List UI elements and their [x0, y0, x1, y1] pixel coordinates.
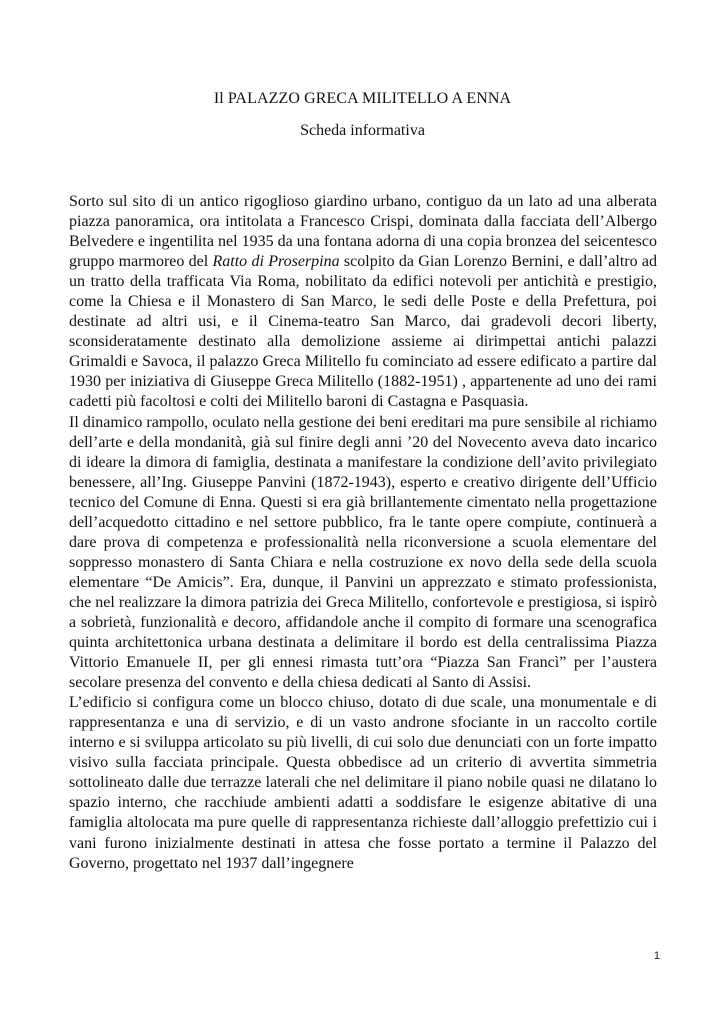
- document-title: Il PALAZZO GRECA MILITELLO A ENNA: [213, 90, 512, 107]
- paragraph-2-text: Il dinamico rampollo, oculato nella gestione dei beni ereditari ma pure sensibile al richiamo dell’arte e della mondanità, già sul finire degli anni ’20 del Novecento aveva dato incarico di ideare la dimora di famiglia, destinata a manifestare la condizione dell’avito privilegiato benessere, all’Ing. Giuseppe Panvini (1872-1943), esperto e creativo dirigente dell’Ufficio tecnico del Comune di Enna. Questi si era già brillantemente cimentato nella progettazione dell’acquedotto cittadino e nel settore pubblico, fra le tante opere compiute, continuerà a dare prova di competenza e professionalità nella riconversione a scuola elementare del soppresso monastero di Santa Chiara e nella costruzione ex novo della sede della scuola elementare “De Amicis”. Era, dunque, il Panvini un apprezzato e stimato professionista, che nel realizzare la dimora patrizia dei Greca Militello, confortevole e prestigiosa, si ispirò a sobrietà, funzionalità e decoro, affidandole anche il compito di formare una scenografica quinta architettonica urbana destinata a delimitare il bordo est della centralissima Piazza Vittorio Emanuele II, per gli ennesi rimasta tutt’ora “Piazza San Francì” per l’austera secolare presenza del convento e della chiesa dedicati al Santo di Assisi.: [69, 413, 657, 692]
- paragraph-3: [69, 693, 657, 873]
- document-subtitle: Scheda informativa: [300, 122, 425, 139]
- paragraph-1: [69, 192, 657, 413]
- paragraph-2: [69, 413, 657, 694]
- paragraph-3-text: L’edificio si configura come un blocco chiuso, dotato di due scale, una monumentale e di rappresentanza e una di servizio, e di un vasto androne sfociante in un raccolto cortile interno e si sviluppa articolato su più livelli, di cui solo due denunciati con un forte impatto visivo sulla facciata principale. Questa obbedisce ad un criterio di avvertita simmetria sottolineato dalle due terrazze laterali che nel delimitare il piano nobile quasi ne dilatano lo spazio interno, che racchiude ambienti adatti a soddisfare le esigenze abitative di una famiglia altolocata ma pure quelle di rappresentanza richieste dall’alloggio prefettizio cui i vani furono inizialmente destinati in attesa che fosse portato a termine il Palazzo del Governo, progettato nel 1937 dall’ingegnere: [69, 694, 657, 872]
- page-number: 1: [653, 950, 660, 962]
- document-body: [69, 192, 657, 874]
- paragraph-1-text-a: Sorto sul sito di un antico rigoglioso giardino urbano, contiguo da un lato ad una alberata piazza panoramica, ora intitolata a Francesco Crispi, dominata dalla facciata dell’Albergo Belvedere e ingentilita nel 1935 da una fontana adorna di una copia bronzea del seicentesco gruppo marmoreo del: [69, 193, 657, 271]
- artwork-title-italic: Ratto di Proserpina: [212, 253, 340, 271]
- paragraph-1-text-b: scolpito da Gian Lorenzo Bernini, e dall’altro ad un tratto della trafficata Via Roma, nobilitato da edifici notevoli per antichità e prestigio, come la Chiesa e il Monastero di San Marco, le sedi delle Poste e della Prefettura, poi destinate ad altri usi, e il Cinema-teatro San Marco, dai gradevoli decori liberty, sconsideratamente destinato alla demolizione assieme ai dirimpettai antichi palazzi Grimaldi e Savoca, il palazzo Greca Militello fu cominciato ad essere edificato a partire dal 1930 per iniziativa di Giuseppe Greca Militello (1882-1951) , appartenente ad uno dei rami cadetti più facoltosi e colti dei Militello baroni di Castagna e Pasquasia.: [69, 253, 657, 411]
